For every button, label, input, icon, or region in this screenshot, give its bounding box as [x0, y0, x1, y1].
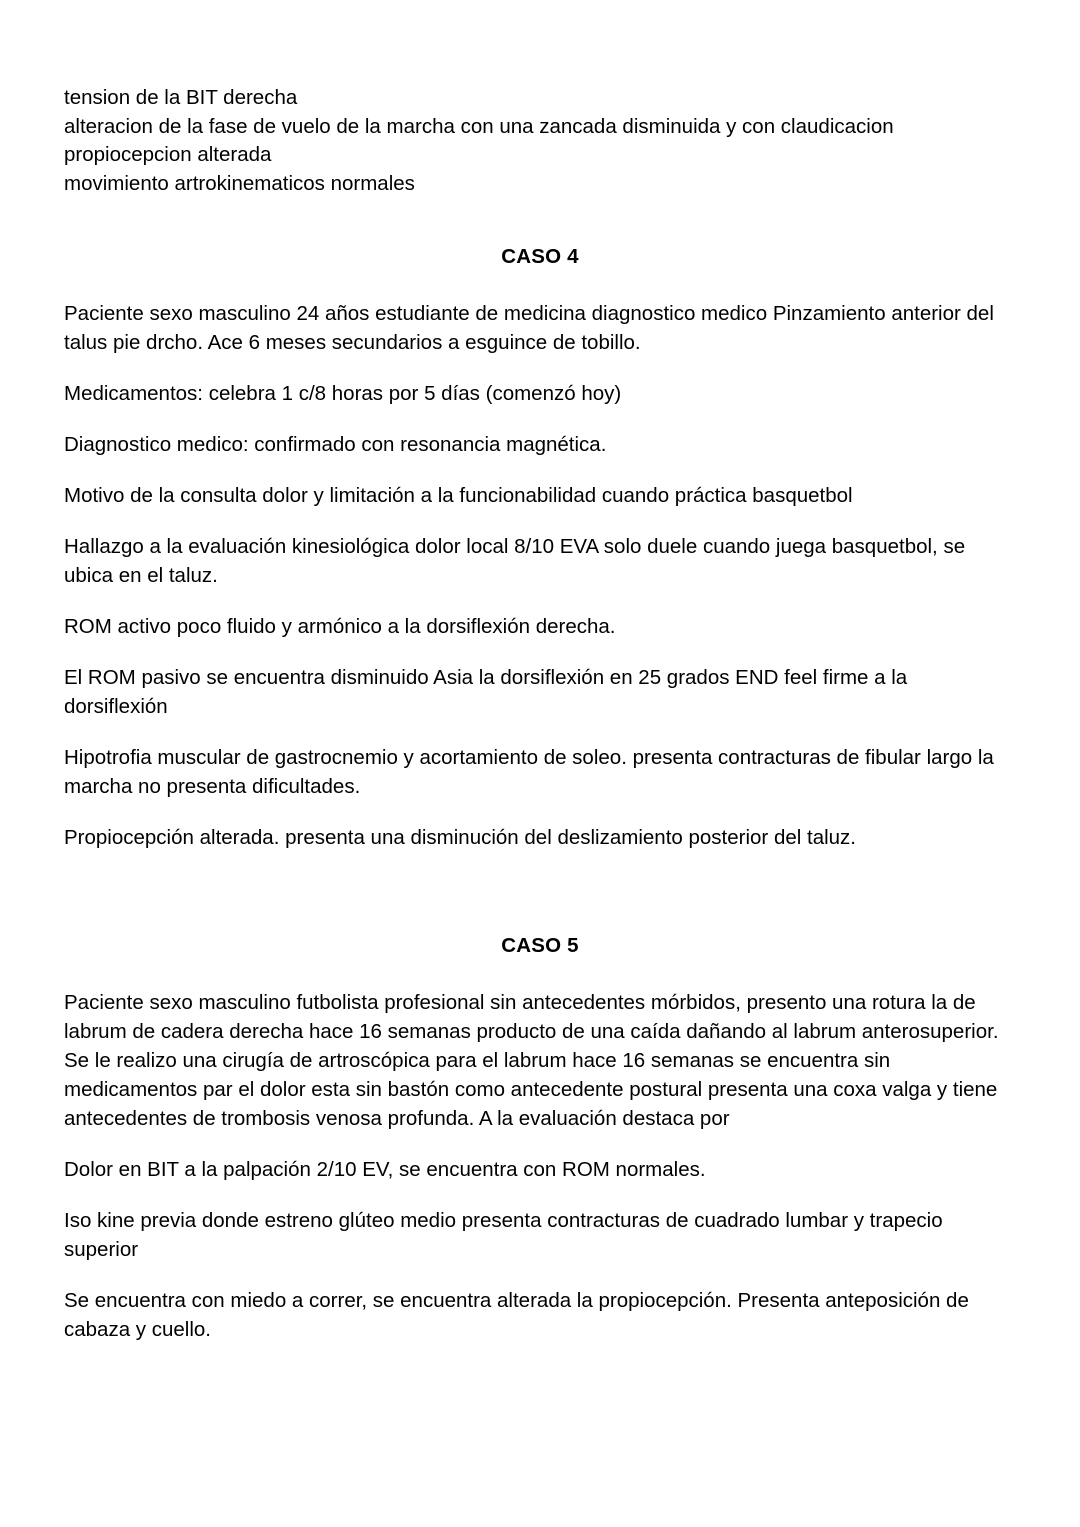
paragraph: Paciente sexo masculino futbolista profesional sin antecedentes mórbidos, presento una rotura la de labrum de cadera derecha hace 16 semanas producto de una caída dañando al labrum anterosuperior. Se le realizo una cirugía de artroscópica para el labrum hace 16 semanas se encuentra sin medicamentos par el dolor esta sin bastón como antecedente postural presenta una coxa valga y tiene antecedentes de trombosis venosa profunda. A la evaluación destaca por [64, 991, 999, 1130]
paragraph: Iso kine previa donde estreno glúteo medio presenta contracturas de cuadrado lumbar y trapecio superior [64, 1209, 943, 1261]
paragraph: Dolor en BIT a la palpación 2/10 EV, se encuentra con ROM normales. [64, 1158, 706, 1181]
intro-line: propiocepcion alterada [64, 143, 272, 166]
intro-line: tension de la BIT derecha [64, 86, 298, 109]
case-heading-caso-4: CASO 4 [501, 245, 579, 268]
case-heading-caso-5: CASO 5 [501, 934, 579, 957]
paragraph: Paciente sexo masculino 24 años estudiante de medicina diagnostico medico Pinzamiento anterior del talus pie drcho. Ace 6 meses secundarios a esguince de tobillo. [64, 302, 994, 354]
paragraph: Se encuentra con miedo a correr, se encuentra alterada la propiocepción. Presenta anteposición de cabaza y cuello. [64, 1289, 969, 1341]
paragraph: Medicamentos: celebra 1 c/8 horas por 5 días (comenzó hoy) [64, 382, 622, 405]
paragraph: El ROM pasivo se encuentra disminuido Asia la dorsiflexión en 25 grados END feel firme a la dorsiflexión [64, 666, 908, 718]
paragraph: Propiocepción alterada. presenta una disminución del deslizamiento posterior del taluz. [64, 826, 856, 849]
paragraph: Hipotrofia muscular de gastrocnemio y acortamiento de soleo. presenta contracturas de fibular largo la marcha no presenta dificultades. [64, 746, 994, 798]
paragraph: ROM activo poco fluido y armónico a la dorsiflexión derecha. [64, 615, 616, 638]
paragraph: Hallazgo a la evaluación kinesiológica dolor local 8/10 EVA solo duele cuando juega basquetbol, se ubica en el taluz. [64, 535, 966, 587]
paragraph: Motivo de la consulta dolor y limitación a la funcionabilidad cuando práctica basquetbol [64, 484, 853, 507]
intro-line: movimiento artrokinematicos normales [64, 171, 415, 195]
document-body [64, 84, 1016, 1344]
intro-block [64, 84, 1016, 198]
intro-line: alteracion de la fase de vuelo de la marcha con una zancada disminuida y con claudicacion [64, 114, 894, 138]
paragraph: Diagnostico medico: confirmado con resonancia magnética. [64, 433, 607, 456]
